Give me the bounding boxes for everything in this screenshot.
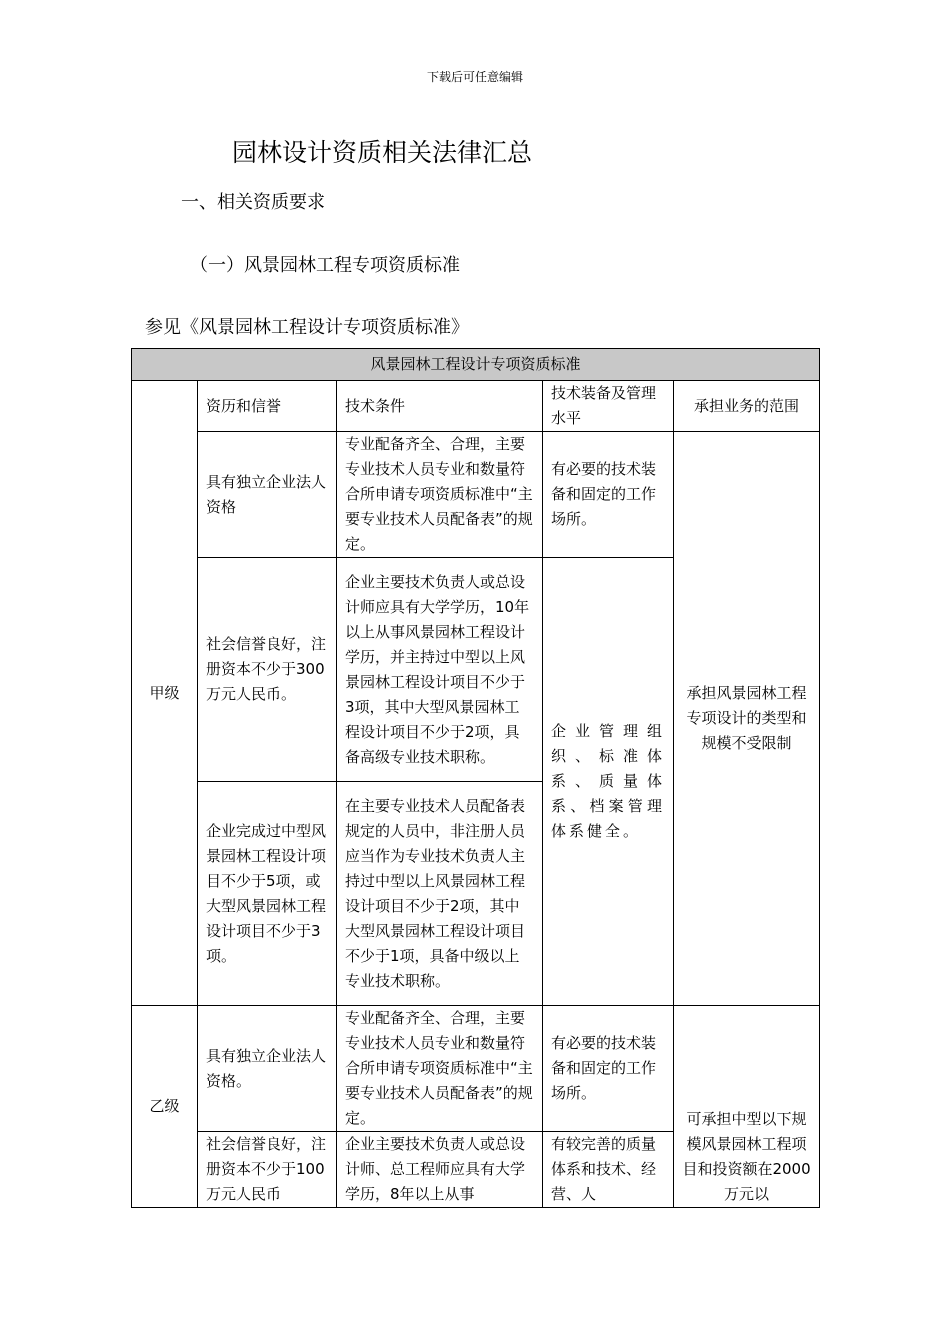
header-note: 下载后可任意编辑 bbox=[426, 70, 523, 84]
grade-a-scope: 承担风景园林工程专项设计的类型和规模不受限制 bbox=[674, 432, 820, 1006]
grade-a-credit-2: 社会信誉良好，注册资本不少于300万元人民币。 bbox=[198, 558, 337, 782]
grade-b-label: 乙级 bbox=[132, 1006, 198, 1208]
header-tech: 技术条件 bbox=[337, 381, 543, 432]
grade-b-tech-2: 企业主要技术负责人或总设计师、总工程师应具有大学学历，8年以上从事 bbox=[337, 1132, 543, 1208]
grade-a-label: 甲级 bbox=[132, 381, 198, 1006]
grade-b-credit-2: 社会信誉良好，注册资本不少于100万元人民币 bbox=[198, 1132, 337, 1208]
grade-a-equipment-merged: 企业管理组织、标准体系、质量体系、档案管理体系健全。 bbox=[543, 558, 674, 1006]
grade-a-tech-2: 企业主要技术负责人或总设计师应具有大学学历，10年以上从事风景园林工程设计学历，并主持过中型以上风景园林工程设计项目不少于3项，其中大型风景园林工程设计项目不少于2项，具备高级专业技术职称。 bbox=[337, 558, 543, 782]
grade-b-equipment-2: 有较完善的质量体系和技术、经营、人 bbox=[543, 1132, 674, 1208]
header-scope: 承担业务的范围 bbox=[674, 381, 820, 432]
grade-a-equipment-1: 有必要的技术装备和固定的工作场所。 bbox=[543, 432, 674, 558]
grade-a-tech-1: 专业配备齐全、合理，主要专业技术人员专业和数量符合所申请专项资质标准中“主要专业技术人员配备表”的规定。 bbox=[337, 432, 543, 558]
qualification-table bbox=[131, 348, 820, 1208]
grade-b-tech-1: 专业配备齐全、合理，主要专业技术人员专业和数量符合所申请专项资质标准中“主要专业技术人员配备表”的规定。 bbox=[337, 1006, 543, 1132]
header-credit: 资历和信誉 bbox=[198, 381, 337, 432]
grade-b-equipment-1: 有必要的技术装备和固定的工作场所。 bbox=[543, 1006, 674, 1132]
document-title: 园林设计资质相关法律汇总 bbox=[232, 138, 533, 167]
grade-b-scope: 可承担中型以下规模风景园林工程项目和投资额在2000万元以 bbox=[674, 1006, 820, 1208]
grade-a-credit-3: 企业完成过中型风景园林工程设计项目不少于5项，或大型风景园林工程设计项目不少于3项。 bbox=[198, 782, 337, 1006]
subsection-heading: （一）风景园林工程专项资质标准 bbox=[190, 255, 460, 276]
table-caption: 风景园林工程设计专项资质标准 bbox=[132, 349, 820, 381]
section-heading: 一、相关资质要求 bbox=[181, 192, 325, 213]
header-equipment: 技术装备及管理水平 bbox=[543, 381, 674, 432]
grade-a-tech-3: 在主要专业技术人员配备表规定的人员中，非注册人员应当作为专业技术负责人主持过中型以上风景园林工程设计项目不少于2项，其中大型风景园林工程设计项目不少于1项，具备中级以上专业技术职称。 bbox=[337, 782, 543, 1006]
reference-line: 参见《风景园林工程设计专项资质标准》 bbox=[145, 317, 469, 338]
grade-a-credit-1: 具有独立企业法人资格 bbox=[198, 432, 337, 558]
grade-b-credit-1: 具有独立企业法人资格。 bbox=[198, 1006, 337, 1132]
